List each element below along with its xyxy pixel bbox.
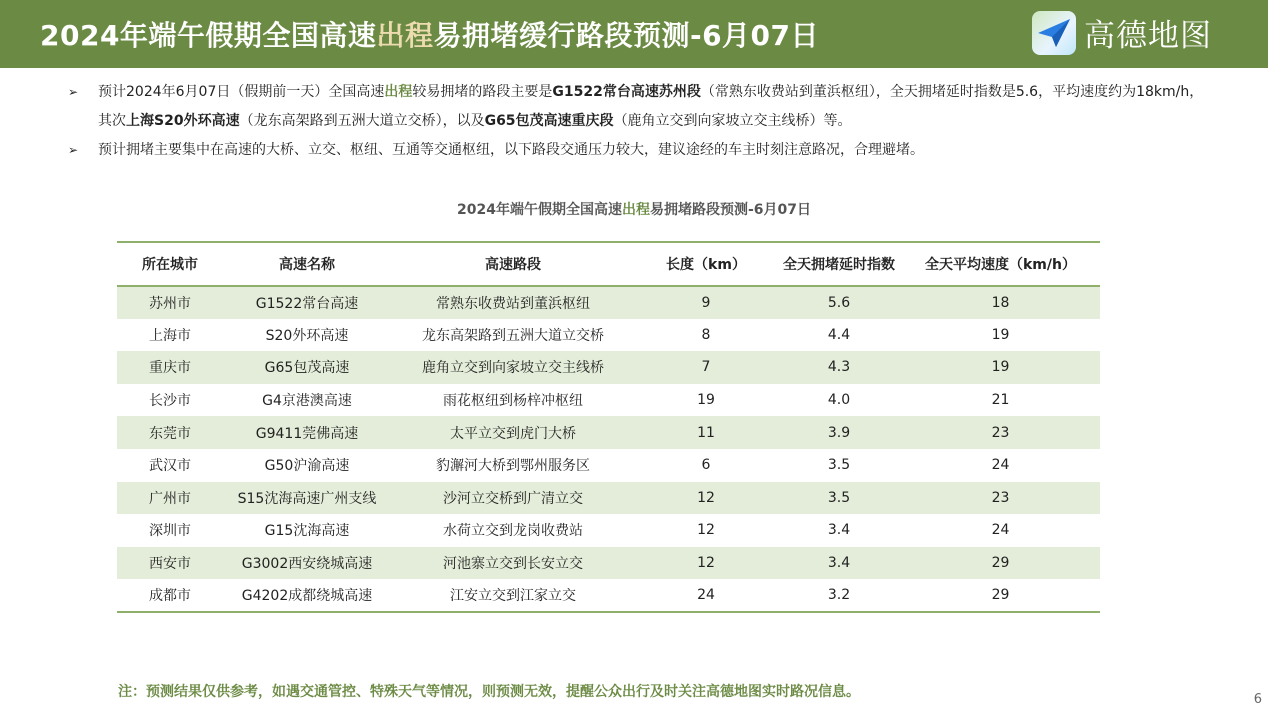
column-header: 高速名称 [223,242,391,286]
table-cell: 19 [697,392,715,409]
table-cell: G9411莞佛高速 [223,416,391,449]
table-cell: G65包茂高速 [223,351,391,384]
congestion-table [117,241,1100,613]
table-row [117,579,1100,612]
table-cell: 4.4 [827,326,851,343]
logo-text: 高德地图 [1084,18,1212,54]
table-cell: 3.4 [827,522,851,539]
table-row [117,351,1100,384]
table-cell: 23 [901,482,1100,515]
table-cell: 24 [697,587,715,604]
amap-logo [1032,10,1212,55]
table-cell: 12 [635,482,777,515]
column-header: 高速路段 [391,242,635,286]
table-cell: 12 [635,547,777,580]
table-cell: 6 [701,457,711,474]
column-header: 全天平均速度（km/h） [901,242,1100,286]
column-header: 全天拥堵延时指数 [777,242,901,286]
table-cell: 水荷立交到龙岗收费站 [443,523,583,540]
table-cell: 3.2 [827,587,851,604]
table-cell: 江安立交到江家立交 [450,588,576,605]
table-cell: 太平立交到虎门大桥 [391,416,635,449]
table-cell: 8 [701,326,711,343]
table-cell: G15沈海高速 [264,523,350,540]
table-cell: 雨花枢纽到杨梓冲枢纽 [443,393,583,410]
table-cell: 重庆市 [117,351,223,384]
table-cell: 24 [991,457,1010,474]
table-cell: 29 [901,547,1100,580]
table-cell: 广州市 [117,482,223,515]
table-cell: G4202成都绕城高速 [241,588,373,605]
table-cell: 苏州市 [117,286,223,319]
table-row [117,286,1100,319]
table-cell: 沙河立交桥到广清立交 [391,482,635,515]
paper-plane-icon [1032,11,1076,55]
table-cell: 19 [901,351,1100,384]
table-cell: S20外环高速 [265,327,349,344]
column-header: 长度（km） [635,242,777,286]
table-row [117,514,1100,547]
table-cell: 成都市 [149,588,191,605]
table-cell: 21 [991,392,1010,409]
page-number: 6 [1253,692,1262,707]
table-cell: 3.5 [777,482,901,515]
table-cell: 5.6 [777,286,901,319]
arrow-bullet-icon: ➢ [68,85,79,99]
header-bar [0,0,1268,68]
page-title: 2024年端午假期全国高速出程易拥堵缓行路段预测-6月07日 [40,19,820,52]
table-title: 2024年端午假期全国高速出程易拥堵路段预测-6月07日 [456,202,811,218]
table-cell: 24 [991,522,1010,539]
footnote: 注：预测结果仅供参考，如遇交通管控、特殊天气等情况，则预测无效，提醒公众出行及时关注高德地图实时路况信息。 [118,684,860,700]
table-cell: S15沈海高速广州支线 [223,482,391,515]
table-cell: 12 [697,522,715,539]
summary-bullets [68,78,1208,165]
table-cell: 河池寨立交到长安立交 [391,547,635,580]
table-cell: G50沪渝高速 [264,458,350,475]
table-row [117,449,1100,482]
table-row [117,416,1100,449]
table-cell: 常熟东收费站到董浜枢纽 [391,286,635,319]
table-cell: 武汉市 [149,458,191,475]
arrow-bullet-icon: ➢ [68,143,79,157]
table-cell: 长沙市 [149,393,191,410]
table-cell: 18 [901,286,1100,319]
table-header-row [117,242,1100,286]
table-cell: 7 [635,351,777,384]
bullet-2: ➢ 预计拥堵主要集中在高速的大桥、立交、枢纽、互通等交通枢纽，以下路段交通压力较大，建议途经的车主时刻注意路况，合理避堵。 [68,136,1208,165]
table-cell: 东莞市 [117,416,223,449]
bullet-1: ➢ 预计2024年6月07日（假期前一天）全国高速出程较易拥堵的路段主要是G1522常台高速苏州段（常熟东收费站到董浜枢纽），全天拥堵延时指数是5.6，平均速度约为18km/h，其次上海S20外环高速（龙东高架路到五洲大道立交桥），以及G65包茂高速重庆段（鹿角立交到向家坡立交主线桥）等。 [68,78,1208,136]
table-row [117,319,1100,352]
table-cell: 3.9 [777,416,901,449]
table-row [117,482,1100,515]
table-cell: G1522常台高速 [223,286,391,319]
table-cell: 豹澥河大桥到鄂州服务区 [436,458,590,475]
table-cell: 西安市 [117,547,223,580]
table-cell: 19 [991,326,1010,343]
table-cell: 3.4 [777,547,901,580]
table-cell: 23 [901,416,1100,449]
table-cell: 4.3 [777,351,901,384]
table-row [117,384,1100,417]
table-cell: G4京港澳高速 [262,393,352,410]
table-row [117,547,1100,580]
table-cell: 4.0 [827,392,851,409]
table-cell: 上海市 [149,327,191,344]
table-cell: 11 [635,416,777,449]
table-cell: 29 [991,587,1010,604]
table-cell: G3002西安绕城高速 [223,547,391,580]
table-cell: 深圳市 [149,523,191,540]
column-header: 所在城市 [117,242,223,286]
table-cell: 龙东高架路到五洲大道立交桥 [422,327,604,344]
table-cell: 3.5 [827,457,851,474]
table-cell: 鹿角立交到向家坡立交主线桥 [391,351,635,384]
table-cell: 9 [635,286,777,319]
